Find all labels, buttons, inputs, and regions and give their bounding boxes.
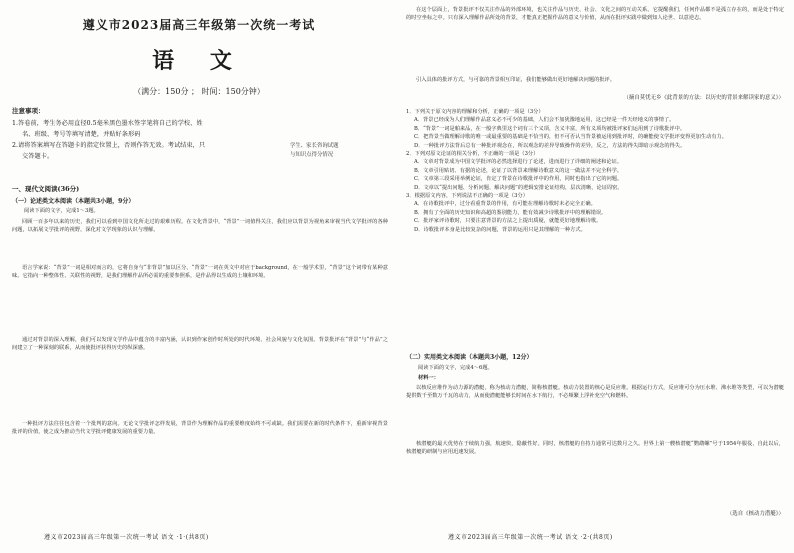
- paragraph: 以核反应堆作为动力源的潜艇，称为核动力潜艇，简称核潜艇。核动力装置的核心是反应堆。根据运行方式，反应堆可分为压水堆、沸水堆等类型，可以为潜艇提供数千至数万千瓦的动力，从而使潜艇能够长时间在水下航行，不必频繁上浮补充空气和燃料。: [406, 385, 784, 400]
- notice-line: 名、班级、考号等填写清楚，并贴好条形码: [22, 131, 141, 138]
- notice-heading: 注意事项：: [12, 107, 45, 115]
- subject-title: 语 文: [152, 48, 246, 74]
- source-citation: （选自《核动力潜艇》）: [726, 511, 784, 517]
- question-list: [406, 108, 784, 234]
- page-footer: 遵义市2023届高三年级第一次统一考试 语文 ·2·(共8页): [448, 534, 613, 541]
- source-citation: （摘自莫忧无乡《此背景的方法：以历史的背景来解读家的意义》）: [623, 95, 784, 101]
- notice-line: 交答题卡。: [22, 153, 54, 160]
- question-option: A．文章对背景成为中国文学批评的必然选择进行了论述，进而进行了详细的阐述和论证。: [414, 159, 623, 166]
- page-footer: 遵义市2023届高三年级第一次统一考试 语文 ·1·(共8页): [44, 534, 209, 541]
- notice-list: [12, 118, 294, 162]
- question-stem: 3．根据原文内容，下列说法不正确的一项是（3分）: [406, 193, 528, 200]
- question-option: A．背景已经成为人们理解作品意义必不可少的基础，人们会不加犹豫地运用，这已经是一件天经地义的事情了。: [414, 117, 675, 124]
- paragraph: 语言学家说：“背景”一词是相对而言的，它将自身与“非背景”加以区分。“背景”一词在英文中对应于background，在一般学术里，“背景”这个词带有某种意味。它指向一种整体性、关联性的视野，是我们理解作品所必需的重要参照系，是作品得以生成的土壤和环境。: [12, 265, 388, 280]
- question-stem: 1．下列关于原文内容的理解和分析，正确的一项是（3分）: [406, 109, 544, 115]
- question-option: D．文章以“提出问题、分析问题、解决问题”的逻辑安排论证结构，层次清晰，论证周密。: [414, 184, 623, 191]
- instruction: 阅读下面的文字，完成4～6题。: [418, 365, 493, 371]
- section-1-1-heading: （一）论述类文本阅读（本题共3小题，9分）: [12, 198, 135, 205]
- section-1-heading: 一、现代文阅读(36分): [12, 185, 80, 193]
- paragraph: 一种批评方法往往包含着一个批判的意向。无论文学批评怎样发展，背景作为理解作品的重要维度始终不可或缺。我们需要在新的时代条件下，重新审视背景批评的价值，使之成为推动当代文学批评健康发展的重要力量。: [12, 421, 388, 436]
- question-option: C．文章第三段采用举例论证，肯定了背景在诗歌批评中的作用，同时也指出了它的问题。: [414, 176, 623, 183]
- paragraph: 核潜艇的最大优势在于续航力强，航速快，隐蔽性好。同时，核潜艇的自持力通常可达数月之久。世界上第一艘核潜艇“鹦鹉螺”号于1954年服役，自此以后，核潜艇的研制与应用迅速发展。: [406, 441, 784, 456]
- question-option: D．一种批评方法背后总有一种批评观念在，所以观念的差异导致操作的差异，反之，方法的得失即暗示观念的得失。: [414, 142, 686, 149]
- exam-title: 遵义市2023届高三年级第一次统一考试: [82, 18, 316, 32]
- question-option: C．批评家评诗歌时，只要注意背景的方法之上提出质疑，就能更好地理解诗歌。: [414, 218, 602, 225]
- notice-line: 1.答卷前，考生务必用直径0.5毫米黑色墨水签字笔将自己的学校、姓: [12, 120, 203, 127]
- question-option: B．“背景”一词是舶来品，在一般字典里这个词有三个义项，含义丰富，所有义项均被批评家们运用到了诗歌批评中。: [414, 125, 686, 132]
- question-stem: 2．下列对原文论证的相关分析，不正确的一项是（3分）: [406, 151, 539, 158]
- question-option: A．在诗歌批评中，过分看重背景的作用，有可能在理解诗歌时未必完全正确。: [414, 201, 596, 208]
- question-option: B．拥有了全面的历史知识和高超的鉴别能力，能有效减少诗歌批评中的理解错误。: [414, 209, 607, 216]
- exam-meta: （满分：150分 ； 时间：150分钟）: [133, 87, 265, 96]
- section-2-heading: （二）实用类文本阅读（本题共3小题，12分）: [406, 354, 533, 361]
- page-left: [4, 0, 394, 553]
- question-option: D．诗歌批评本身是比较复杂的问题，背景的运用只是其理解的一种方式。: [414, 226, 586, 233]
- paragraph: 通过对背景的深入理解，我们可以发现文学作品中蕴含的丰富内涵，认识到作家创作时所处的时代环境、社会风貌与文化氛围。背景批评在“背景”与“作品”之间建立了一种深刻的联系，从而使批评获得历史的纵深感。: [12, 337, 388, 352]
- notice-line: 2.请将答案填写在答题卡的指定位置上，否则作答无效。考试结束，只: [12, 142, 206, 149]
- question-option: B．文章引用贴切、有据的论述，论证了以背景来理解诗歌意义的这一做法并不完全科学。: [414, 167, 623, 174]
- qr-note: 学生、家长咨询试题 与知识点得分情况: [290, 143, 339, 158]
- paragraph: 在这个层面上，背景批评不仅关注作品的外部环境，也关注作品与历史、社会、文化之间的互动关系。它提醒我们，任何作品都不是孤立存在的，而是处于特定的时空坐标之中。只有深入理解作品所处的背景，才能真正把握作品的意义与价值，从而在批评实践中做到知人论世、以意逆志。: [406, 7, 784, 22]
- question-option: C．把背景当做理解诗歌的唯一或最重要的基础是不恰当的，但不可否认当背景被运用到批评时，的确能使文学批评变得更加生动有力。: [414, 134, 728, 141]
- instruction: 阅读下面的文字，完成1～3题。: [24, 208, 99, 214]
- paragraph: 回顾一百多年以来的历史，我们可以看到中国文化所走过的艰难历程。在文化背景中，“背景”一词值得关注，我们应以背景为视角来审视当代文学批评的各种问题，以拓展文学批评的视野，深化对文学现象的认识与理解。: [12, 219, 388, 234]
- page-right: [398, 0, 790, 553]
- paragraph: 引入具体的批评方式，与可靠的背景相互印证，我们能够做出更好地解决问题的批评。: [416, 77, 616, 83]
- material-heading: 材料一：: [418, 375, 439, 381]
